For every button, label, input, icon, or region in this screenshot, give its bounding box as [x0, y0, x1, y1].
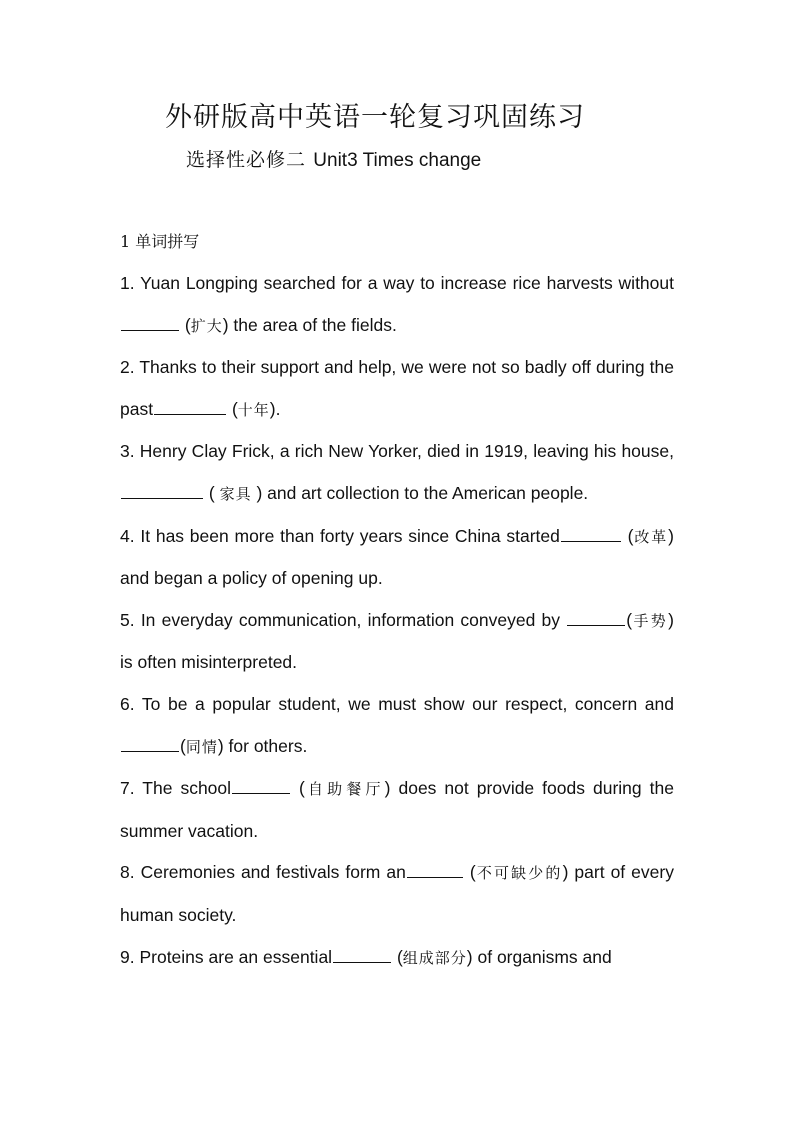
question-text-end: ) the area of the fields.: [222, 314, 397, 335]
answer-blank: [561, 540, 621, 542]
answer-blank: [232, 792, 290, 794]
chinese-hint: 自助餐厅: [304, 780, 385, 799]
question-8: [120, 852, 674, 936]
question-bracket-open: (: [392, 946, 403, 967]
chinese-hint: 家具: [219, 484, 252, 503]
answer-blank: [407, 876, 463, 878]
question-2: [120, 347, 674, 431]
question-1: [120, 263, 674, 347]
chinese-hint: 扩大: [190, 316, 223, 335]
chinese-hint: 手势: [632, 611, 669, 630]
question-bracket-open: (: [204, 482, 220, 503]
document-title: 外研版高中英语一轮复习巩固练习: [165, 102, 585, 133]
question-text-end: ) part of every human society.: [120, 862, 674, 925]
question-text: 2. Thanks to their support and help, we were not so badly off during the past: [120, 357, 674, 419]
question-bracket-open: (: [621, 525, 634, 546]
question-text-end: ) and art collection to the American people.: [251, 482, 589, 503]
question-bracket-open: (: [227, 398, 238, 419]
chinese-hint: 同情: [185, 737, 218, 756]
chinese-hint: 组成部分: [402, 948, 467, 967]
answer-blank: [121, 750, 179, 752]
question-text: 1. Yuan Longping searched for a way to increase rice harvests without: [120, 273, 674, 293]
question-text: 4. It has been more than forty years since China started: [120, 525, 560, 546]
question-text-end: ) for others.: [217, 735, 308, 756]
question-7: [120, 768, 674, 852]
question-text: 8. Ceremonies and festivals form an: [120, 862, 406, 883]
question-text-end: ) of organisms and: [466, 946, 612, 967]
question-list: [120, 263, 674, 979]
question-4: [120, 516, 674, 600]
chinese-hint: 十年: [237, 400, 270, 419]
question-text: 9. Proteins are an essential: [120, 946, 333, 967]
answer-blank: [121, 497, 203, 499]
question-text: 5. In everyday communication, information conveyed by: [120, 609, 567, 630]
question-text: 3. Henry Clay Frick, a rich New Yorker, died in 1919, leaving his house,: [120, 441, 674, 462]
question-text-end: ) does not provide foods during the summer vacation.: [120, 778, 674, 841]
question-bracket-open: (: [180, 314, 191, 335]
chinese-hint: 不可缺少的: [475, 864, 563, 883]
subtitle-module: 选择性必修二: [186, 149, 307, 171]
section-heading: 1 单词拼写: [120, 232, 200, 251]
chinese-hint: 改革: [633, 527, 669, 546]
question-text: 6. To be a popular student, we must show our respect, concern and: [120, 693, 674, 714]
question-9: [120, 937, 674, 980]
answer-blank: [121, 329, 179, 331]
answer-blank: [567, 624, 625, 626]
answer-blank: [333, 961, 391, 963]
answer-blank: [154, 413, 226, 415]
question-text-end: ).: [269, 398, 281, 419]
subtitle-unit: Unit3 Times change: [313, 150, 482, 171]
question-bracket-open: (: [463, 862, 476, 883]
question-bracket-open: (: [180, 735, 186, 756]
question-text-end: ) and began a policy of opening up.: [120, 525, 674, 589]
document-subtitle: [186, 146, 606, 175]
question-6: [120, 684, 674, 768]
question-text: 7. The school: [120, 778, 232, 799]
question-text-end: ) is often misinterpreted.: [120, 609, 674, 673]
question-bracket-open: (: [291, 778, 305, 799]
question-5: [120, 600, 674, 684]
question-3: [120, 431, 674, 515]
question-bracket-open: (: [626, 609, 633, 630]
